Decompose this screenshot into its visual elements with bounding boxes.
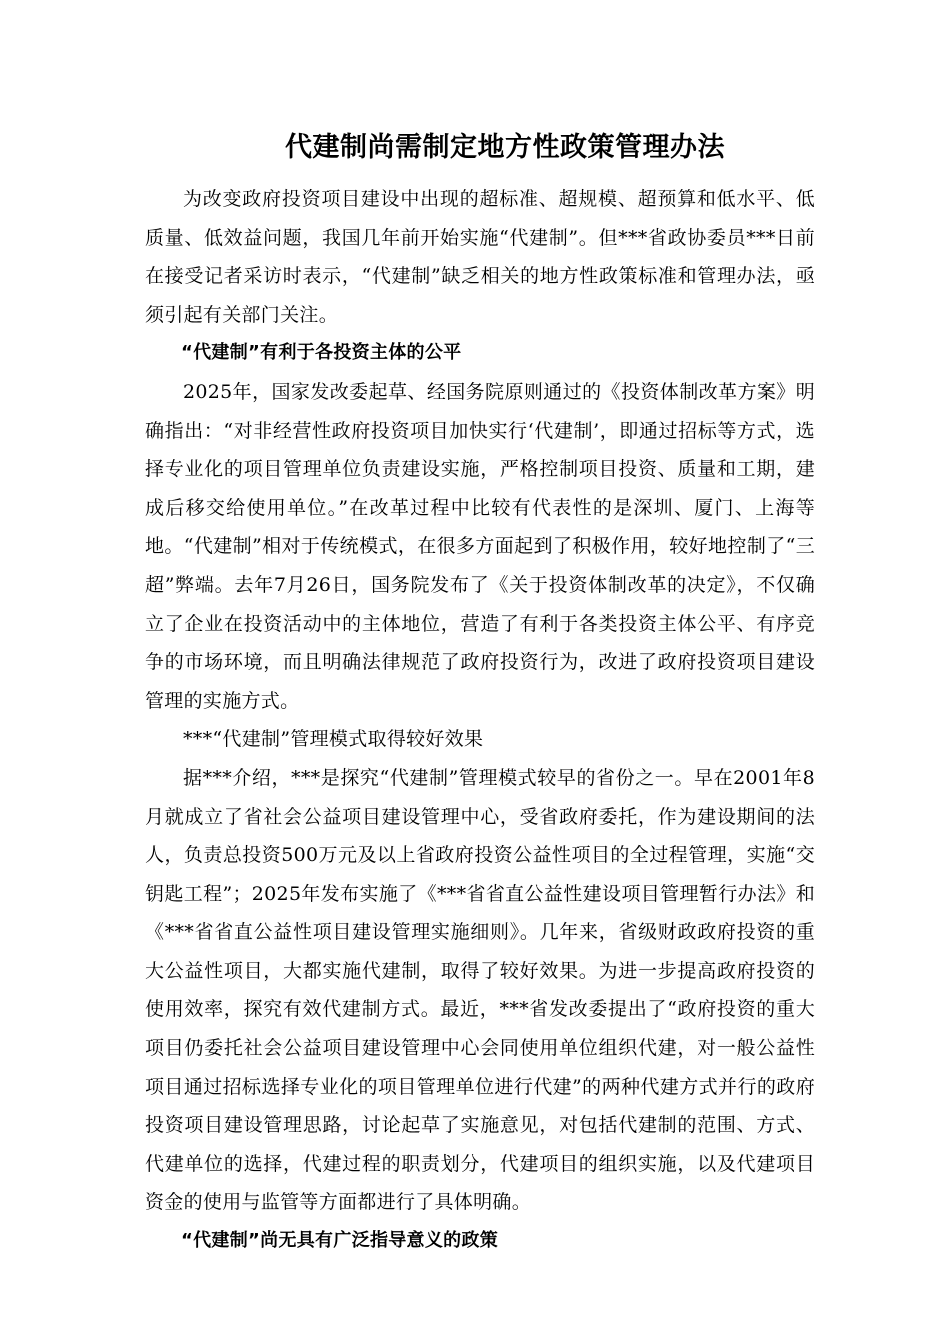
section-paragraph-2: 据***介绍，***是探究“代建制”管理模式较早的省份之一。早在2001年8月就成立了省社会公益项目建设管理中心，受省政府委托，作为建设期间的法人，负责总投资500万元及以上省政府投资公益性项目的全过程管理，实施“交钥匙工程”；2025年发布实施了《***省省直公益性建设项目管理暂行办法》和《***省省直公益性项目建设管理实施细则》。几年来，省级财政政府投资的重大公益性项目，大都实施代建制，取得了较好效果。为进一步提高政府投资的使用效率，探究有效代建制方式。最近，***省发改委提出了“政府投资的重大项目仍委托社会公益项目建设管理中心会同使用单位组织代建，对一般公益性项目通过招标选择专业化的项目管理单位进行代建”的两种代建方式并行的政府投资项目建设管理思路，讨论起草了实施意见，对包括代建制的范围、方式、代建单位的选择，代建过程的职责划分，代建项目的组织实施，以及代建项目资金的使用与监管等方面都进行了具体明确。 <box>145 766 815 1214</box>
section-heading-3: “代建制”尚无具有广泛指导意义的政策 <box>181 1230 499 1252</box>
document-title: 代建制尚需制定地方性政策管理办法 <box>285 132 725 163</box>
section-paragraph-1: 2025年，国家发改委起草、经国务院原则通过的《投资体制改革方案》明确指出：“对非经营性政府投资项目加快实行‘代建制’，即通过招标等方式，选择专业化的项目管理单位负责建设实施，严格控制项目投资、质量和工期，建成后移交给使用单位。”在改革过程中比较有代表性的是深圳、厦门、上海等地。“代建制”相对于传统模式，在很多方面起到了积极作用，较好地控制了“三超”弊端。去年7月26日，国务院发布了《关于投资体制改革的决定》，不仅确立了企业在投资活动中的主体地位，营造了有利于各类投资主体公平、有序竞争的市场环境，而且明确法律规范了政府投资行为，改进了政府投资项目建设管理的实施方式。 <box>145 380 815 712</box>
section-heading-1: “代建制”有利于各投资主体的公平 <box>181 342 462 364</box>
intro-paragraph: 为改变政府投资项目建设中出现的超标准、超规模、超预算和低水平、低质量、低效益问题，我国几年前开始实施“代建制”。但***省政协委员***日前在接受记者采访时表示，“代建制”缺乏相关的地方性政策标准和管理办法，亟须引起有关部门关注。 <box>145 188 815 326</box>
section-heading-2: ***“代建制”管理模式取得较好效果 <box>183 728 484 751</box>
document-body <box>145 180 815 1261</box>
